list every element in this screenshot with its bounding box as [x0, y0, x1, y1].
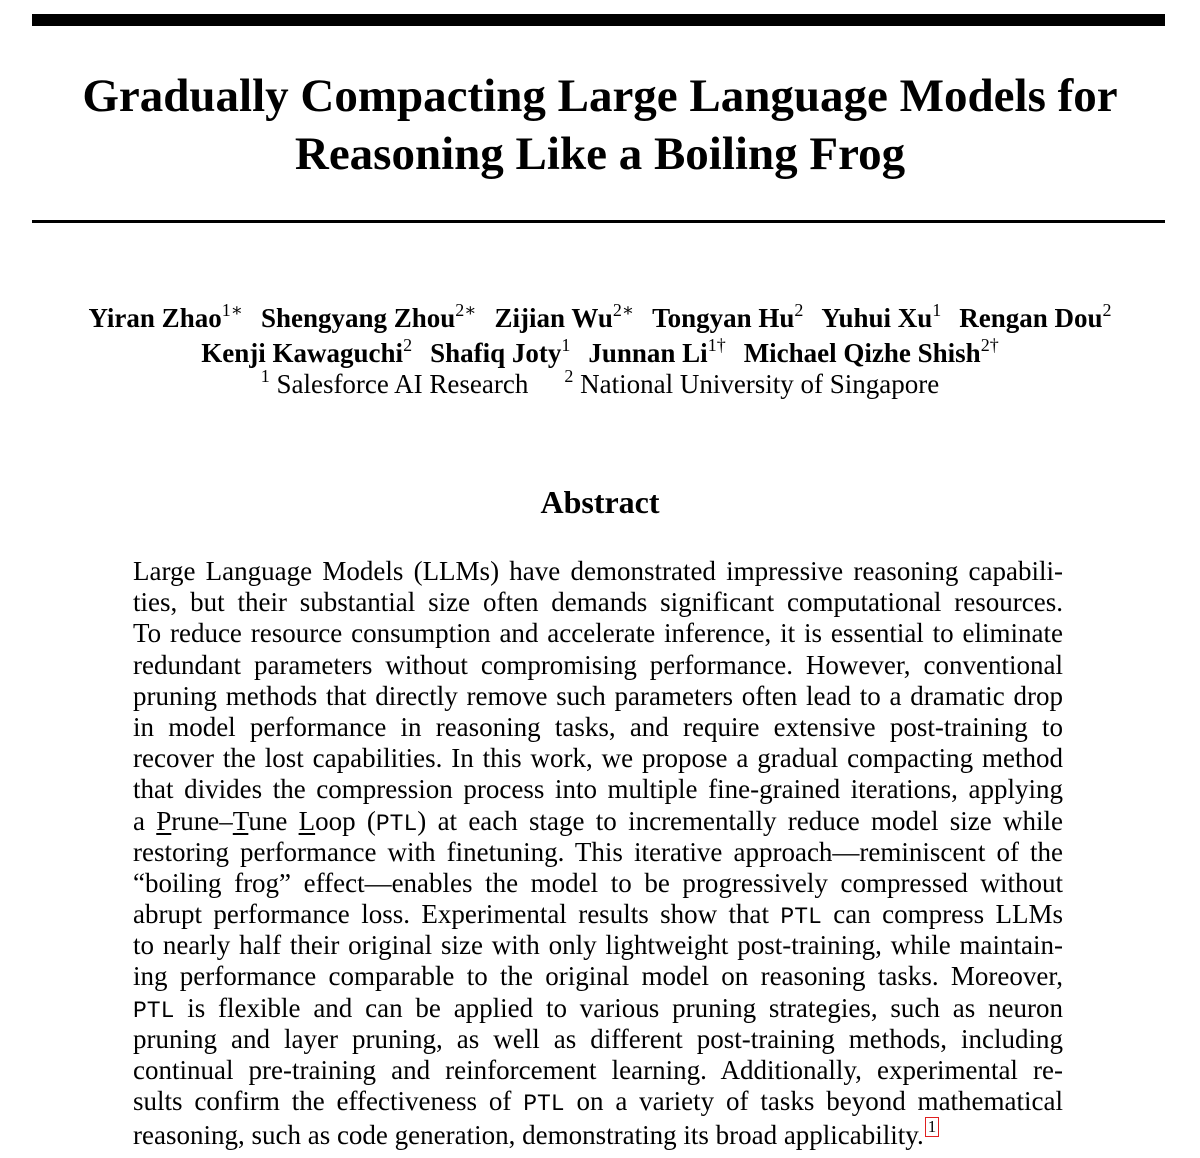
author-affil-mark: 1	[932, 300, 942, 320]
text-run: is flexible and can be applied to various pruning strategies, such as neuron	[174, 992, 1063, 1023]
authors-row-1	[0, 302, 1200, 334]
affiliations	[0, 368, 1200, 400]
abstract-line: To reduce resource consumption and accelerate inference, it is essential to eliminate	[133, 618, 1063, 649]
method-name-code: PTL	[375, 810, 418, 837]
author	[743, 335, 999, 368]
abstract-line: restoring performance with finetuning. This iterative approach—reminiscent of the	[133, 836, 1063, 867]
text-run: abrupt performance loss. Experimental results show that	[133, 899, 781, 930]
author	[959, 300, 1112, 333]
paper-title-line-1: Gradually Compacting Large Language Models for	[82, 70, 1118, 122]
author	[201, 335, 413, 368]
author	[652, 300, 804, 333]
abstract-line: ing performance comparable to the original model on reasoning tasks. Moreover,	[133, 961, 1063, 992]
author-affil-mark: 2	[794, 300, 804, 320]
text-run: oop (	[315, 805, 376, 836]
top-rule	[32, 14, 1165, 26]
text-run: ) at each stage to incrementally reduce model size while	[417, 805, 1064, 836]
abstract-line: continual pre-training and reinforcement learning. Additionally, experimental re-	[133, 1055, 1063, 1085]
abstract-body	[133, 556, 1063, 1149]
text-run: reasoning, such as code generation, demonstrating its broad applicability.	[133, 1120, 924, 1151]
abstract-line: “boiling frog” effect—enables the model to be progressively compressed without	[133, 867, 1063, 898]
abstract-line: recover the lost capabilities. In this work, we propose a gradual compacting method	[133, 743, 1063, 774]
author	[494, 300, 635, 333]
method-name-code: PTL	[780, 904, 822, 931]
author-name: Zijian Wu	[494, 303, 613, 333]
author-name: Junnan Li	[588, 338, 708, 368]
author	[588, 335, 726, 368]
author-name: Shengyang Zhou	[260, 303, 456, 333]
authors-row-2	[0, 337, 1200, 369]
method-name-code: PTL	[523, 1091, 565, 1118]
author-name: Yuhui Xu	[821, 303, 933, 333]
author-affil-mark: 1†	[707, 335, 726, 355]
author-affil-mark: 2∗	[455, 300, 477, 320]
abstract-line	[133, 993, 1063, 1024]
affiliation-name: National University of Singapore	[580, 369, 940, 399]
footnote-link[interactable]: 1	[925, 1117, 940, 1137]
author-affil-mark: 1	[561, 335, 571, 355]
author	[821, 300, 942, 333]
abstract-line	[133, 899, 1063, 930]
author	[88, 300, 243, 333]
abstract-line	[133, 806, 1063, 837]
abstract-line: pruning methods that directly remove such parameters often lead to a dramatic drop	[133, 680, 1063, 711]
text-run: a	[133, 805, 157, 836]
paper-title-line-2: Reasoning Like a Boiling Frog	[294, 128, 906, 180]
acronym-letter: T	[232, 805, 249, 836]
author-name: Tongyan Hu	[652, 303, 795, 333]
text-run: une	[248, 805, 299, 836]
author	[260, 300, 477, 333]
author-name: Yiran Zhao	[88, 303, 222, 333]
text-run: can compress LLMs	[821, 899, 1063, 930]
abstract-line: Large Language Models (LLMs) have demonstrated impressive reasoning capabili-	[133, 556, 1063, 586]
text-run: rune–	[171, 805, 233, 836]
affiliation	[564, 366, 940, 399]
author-name: Kenji Kawaguchi	[201, 338, 404, 368]
author-affil-mark: 2∗	[612, 300, 635, 320]
text-run: on a variety of tasks beyond mathematical	[564, 1086, 1063, 1117]
abstract-line: pruning and layer pruning, as well as different post-training methods, including	[133, 1023, 1063, 1054]
abstract-line	[133, 1086, 1063, 1117]
author-name: Rengan Dou	[959, 303, 1103, 333]
title-bottom-rule	[32, 220, 1165, 223]
affiliation-mark: 1	[260, 366, 270, 386]
abstract-line: redundant parameters without compromising performance. However, conventional	[133, 649, 1063, 680]
affiliation-name: Salesforce AI Research	[276, 369, 529, 399]
text-run: sults confirm the effectiveness of	[133, 1086, 524, 1117]
author-affil-mark: 2†	[980, 335, 999, 355]
abstract-line: in model performance in reasoning tasks, and require extensive post-training to	[133, 711, 1063, 742]
author-name: Shafiq Joty	[430, 338, 562, 368]
author-affil-mark: 2	[1102, 300, 1112, 320]
affiliation	[260, 366, 529, 399]
abstract-line: ties, but their substantial size often demands significant computational resources.	[133, 587, 1063, 618]
abstract-line: that divides the compression process into multiple fine-grained iterations, applying	[133, 774, 1063, 805]
acronym-letter: P	[156, 805, 172, 836]
author-affil-mark: 1∗	[221, 300, 243, 320]
acronym-letter: L	[298, 805, 316, 836]
abstract-line: to nearly half their original size with only lightweight post-training, while maintain-	[133, 930, 1063, 961]
author-name: Michael Qizhe Shish	[743, 338, 981, 368]
author	[430, 335, 571, 368]
method-name-code: PTL	[133, 997, 175, 1024]
author-affil-mark: 2	[403, 335, 413, 355]
abstract-heading: Abstract	[540, 484, 660, 520]
abstract-line	[133, 1117, 1063, 1151]
affiliation-mark: 2	[564, 366, 574, 386]
